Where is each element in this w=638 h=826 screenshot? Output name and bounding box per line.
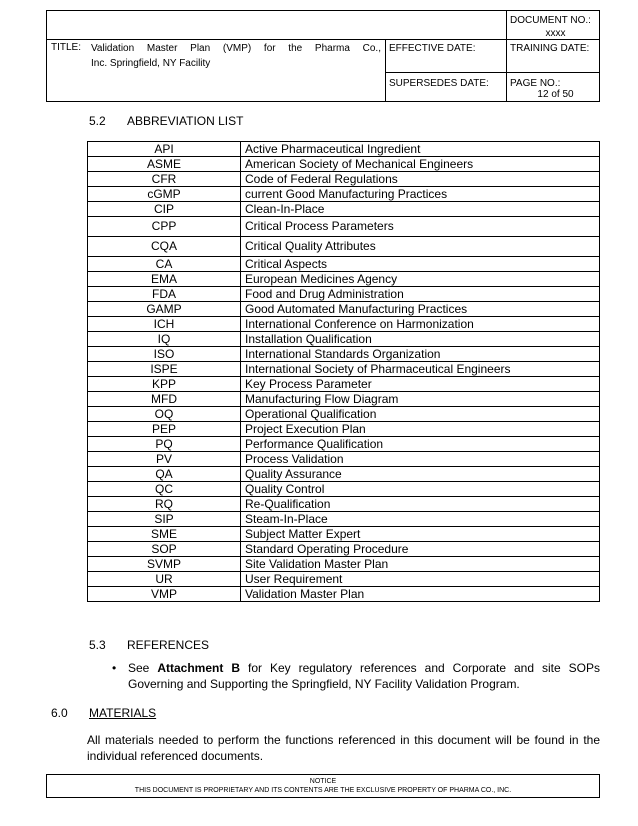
table-row xyxy=(88,572,600,587)
table-row xyxy=(88,467,600,482)
footer-proprietary: THIS DOCUMENT IS PROPRIETARY AND ITS CONTENTS ARE THE EXCLUSIVE PROPERTY OF PHARMA CO., INC. xyxy=(134,787,512,794)
abbreviation-cell: UR xyxy=(88,572,241,587)
table-row xyxy=(88,557,600,572)
meaning-cell: Good Automated Manufacturing Practices xyxy=(241,302,600,317)
meaning-cell: Standard Operating Procedure xyxy=(241,542,600,557)
document-no-value: xxxx xyxy=(545,28,566,39)
meaning-cell: Active Pharmaceutical Ingredient xyxy=(241,142,600,157)
meaning-cell: International Conference on Harmonization xyxy=(241,317,600,332)
meaning-cell: Installation Qualification xyxy=(241,332,600,347)
meaning-cell: Project Execution Plan xyxy=(241,422,600,437)
header-divider xyxy=(506,11,507,101)
effective-date-label: EFFECTIVE DATE: xyxy=(389,43,476,54)
title-label: TITLE: xyxy=(51,42,82,53)
meaning-cell: Site Validation Master Plan xyxy=(241,557,600,572)
abbreviation-cell: SVMP xyxy=(88,557,241,572)
meaning-cell: Critical Process Parameters xyxy=(241,217,600,237)
table-row xyxy=(88,157,600,172)
table-row xyxy=(88,512,600,527)
meaning-cell: Validation Master Plan xyxy=(241,587,600,602)
table-row xyxy=(88,542,600,557)
table-row xyxy=(88,527,600,542)
section-title: MATERIALS xyxy=(89,706,157,720)
abbreviation-cell: SME xyxy=(88,527,241,542)
page-no-value: 12 of 50 xyxy=(537,89,574,100)
document-title-line: Validation Master Plan (VMP) for the Pharma Co., xyxy=(91,43,381,54)
table-row xyxy=(88,377,600,392)
abbreviation-cell: CFR xyxy=(88,172,241,187)
meaning-cell: Process Validation xyxy=(241,452,600,467)
abbreviation-cell: PEP xyxy=(88,422,241,437)
section-number: 6.0 xyxy=(51,706,68,720)
abbreviation-cell: EMA xyxy=(88,272,241,287)
table-row xyxy=(88,407,600,422)
section-title: REFERENCES xyxy=(127,638,210,652)
abbreviation-cell: ASME xyxy=(88,157,241,172)
bullet-text-suffix: for Key regulatory references and Corporate and site SOPs Governing and Supporting the Springfield, NY Facility Validation Program. xyxy=(128,661,600,691)
document-footer xyxy=(46,774,600,798)
meaning-cell: Performance Qualification xyxy=(241,437,600,452)
meaning-cell: Clean-In-Place xyxy=(241,202,600,217)
abbreviation-cell: CIP xyxy=(88,202,241,217)
abbreviation-cell: RQ xyxy=(88,497,241,512)
table-row xyxy=(88,172,600,187)
table-row xyxy=(88,142,600,157)
abbreviation-cell: ISPE xyxy=(88,362,241,377)
header-divider xyxy=(47,39,599,40)
abbreviation-cell: ICH xyxy=(88,317,241,332)
abbreviation-cell: OQ xyxy=(88,407,241,422)
abbreviation-cell: QC xyxy=(88,482,241,497)
abbreviation-cell: KPP xyxy=(88,377,241,392)
meaning-cell: current Good Manufacturing Practices xyxy=(241,187,600,202)
abbreviation-cell: CQA xyxy=(88,237,241,257)
abbreviation-cell: FDA xyxy=(88,287,241,302)
table-row xyxy=(88,362,600,377)
page-no-label: PAGE NO.: xyxy=(510,78,561,89)
abbreviation-cell: SIP xyxy=(88,512,241,527)
header-divider xyxy=(385,72,599,73)
table-row xyxy=(88,422,600,437)
meaning-cell: Food and Drug Administration xyxy=(241,287,600,302)
meaning-cell: Operational Qualification xyxy=(241,407,600,422)
abbreviation-cell: CPP xyxy=(88,217,241,237)
document-title-line: Inc. Springfield, NY Facility xyxy=(91,58,211,69)
abbreviation-cell: SOP xyxy=(88,542,241,557)
meaning-cell: American Society of Mechanical Engineers xyxy=(241,157,600,172)
table-row xyxy=(88,272,600,287)
table-row xyxy=(88,217,600,237)
abbreviation-cell: MFD xyxy=(88,392,241,407)
abbreviation-cell: IQ xyxy=(88,332,241,347)
table-row xyxy=(88,392,600,407)
meaning-cell: Re-Qualification xyxy=(241,497,600,512)
meaning-cell: International Standards Organization xyxy=(241,347,600,362)
meaning-cell: European Medicines Agency xyxy=(241,272,600,287)
table-row xyxy=(88,332,600,347)
document-header xyxy=(46,10,600,102)
meaning-cell: User Requirement xyxy=(241,572,600,587)
table-row xyxy=(88,497,600,512)
abbreviation-cell: ISO xyxy=(88,347,241,362)
meaning-cell: Steam-In-Place xyxy=(241,512,600,527)
abbreviation-table xyxy=(87,141,600,602)
training-date-label: TRAINING DATE: xyxy=(510,43,590,54)
table-row xyxy=(88,317,600,332)
section-title: ABBREVIATION LIST xyxy=(127,114,244,128)
abbreviation-cell: PV xyxy=(88,452,241,467)
section-number: 5.3 xyxy=(89,638,106,652)
footer-notice: NOTICE xyxy=(309,778,337,785)
materials-paragraph: All materials needed to perform the functions referenced in this document will be found in the individual referenced documents. xyxy=(87,733,600,763)
meaning-cell: Code of Federal Regulations xyxy=(241,172,600,187)
document-title xyxy=(91,41,429,71)
abbreviation-cell: PQ xyxy=(88,437,241,452)
table-row xyxy=(88,287,600,302)
abbreviation-cell: cGMP xyxy=(88,187,241,202)
abbreviation-cell: QA xyxy=(88,467,241,482)
reference-bullet xyxy=(112,660,600,692)
table-row xyxy=(88,237,600,257)
meaning-cell: Manufacturing Flow Diagram xyxy=(241,392,600,407)
table-row xyxy=(88,437,600,452)
abbreviation-cell: CA xyxy=(88,257,241,272)
table-row xyxy=(88,257,600,272)
meaning-cell: Critical Aspects xyxy=(241,257,600,272)
abbreviation-cell: GAMP xyxy=(88,302,241,317)
supersedes-date-label: SUPERSEDES DATE: xyxy=(389,78,489,89)
table-row xyxy=(88,482,600,497)
abbreviation-cell: API xyxy=(88,142,241,157)
meaning-cell: Quality Assurance xyxy=(241,467,600,482)
abbreviation-cell: VMP xyxy=(88,587,241,602)
table-row xyxy=(88,187,600,202)
meaning-cell: Critical Quality Attributes xyxy=(241,237,600,257)
meaning-cell: Quality Control xyxy=(241,482,600,497)
document-no-label: DOCUMENT NO.: xyxy=(510,15,591,26)
section-number: 5.2 xyxy=(89,114,106,128)
table-row xyxy=(88,202,600,217)
bullet-text-prefix: See xyxy=(128,661,158,675)
table-row xyxy=(88,302,600,317)
attachment-reference: Attachment B xyxy=(157,661,240,675)
bullet-icon: • xyxy=(112,661,117,675)
table-row xyxy=(88,452,600,467)
meaning-cell: Subject Matter Expert xyxy=(241,527,600,542)
table-row xyxy=(88,587,600,602)
table-row xyxy=(88,347,600,362)
meaning-cell: International Society of Pharmaceutical Engineers xyxy=(241,362,600,377)
meaning-cell: Key Process Parameter xyxy=(241,377,600,392)
